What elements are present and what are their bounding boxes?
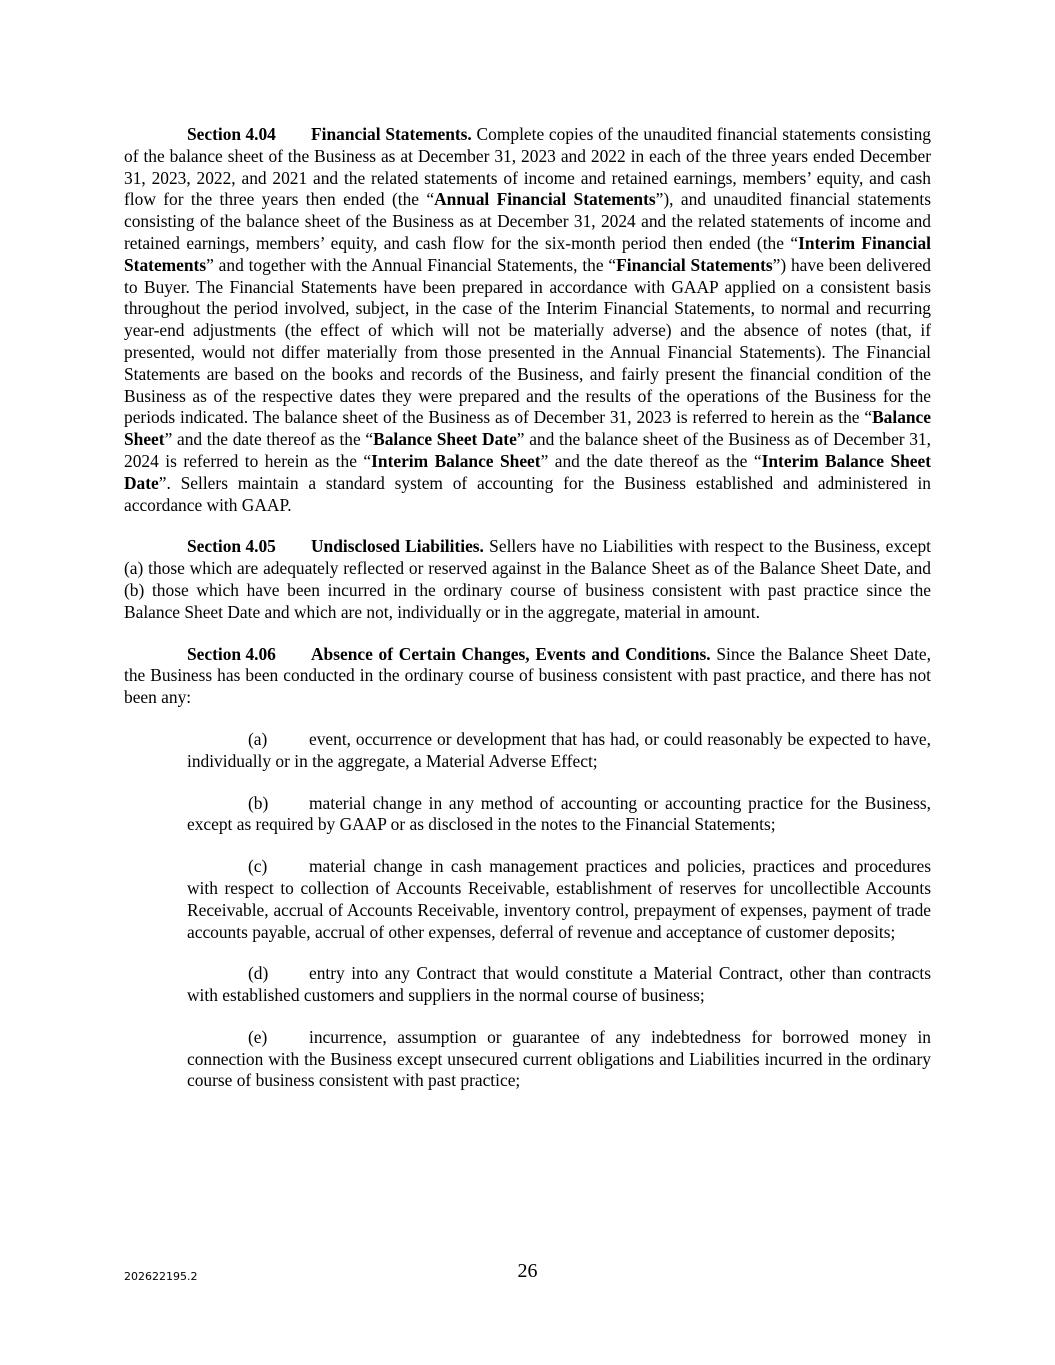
section-text: Sellers have no Liabilities with respect to the Business, except (a) those which are adequately reflected or reserved against in the Balance Sheet as of the Balance Sheet Date, and (b) those which have been incurred in the ordinary course of business consistent with past practice since the Balance Sheet Date and which are not, individually or in the aggregate, material in amount. [124, 536, 931, 622]
defined-term: Interim Financial Statements [124, 232, 931, 275]
defined-term: Financial Statements [616, 254, 773, 275]
section-number: Section 4.05 [187, 536, 276, 557]
item-label: (d) [248, 963, 269, 984]
section-title: Undisclosed Liabilities. [311, 536, 484, 557]
item-label: (c) [248, 856, 268, 877]
section-title: Absence of Certain Changes, Events and Conditions. [311, 643, 711, 664]
defined-term: Balance Sheet [124, 407, 931, 450]
section-title: Financial Statements. [311, 124, 472, 144]
section-text: ”. Sellers maintain a standard system of accounting for the Business established and administered in accordance with GAAP. [124, 472, 931, 515]
defined-term: Interim Balance Sheet [371, 450, 541, 471]
item-label: (b) [248, 792, 269, 813]
section-number: Section 4.06 [187, 643, 276, 664]
list-item-d [187, 963, 931, 1007]
item-text: incurrence, assumption or guarantee of any indebtedness for borrowed money in connection with the Business except unsecured current obligations and Liabilities incurred in the ordinary course of business consistent with past practice; [187, 1026, 931, 1091]
section-text: ” and together with the Annual Financial Statements, the “ [206, 254, 617, 275]
page-number: 26 [517, 1260, 538, 1282]
item-text: material change in any method of accounting or accounting practice for the Business, except as required by GAAP or as disclosed in the notes to the Financial Statements; [187, 792, 931, 835]
list-item-c [187, 856, 931, 943]
section-text: Complete copies of the unaudited financial statements consisting of the balance sheet of the Business as at December 31, 2023 and 2022 in each of the three years ended December 31, 2023, 2022, and 2021 and the related statements of income and retained earnings, members’ equity, and cash flow for the three years then ended (the “ [124, 124, 931, 210]
item-label: (e) [248, 1026, 268, 1047]
section-number: Section 4.04 [187, 124, 276, 144]
item-text: entry into any Contract that would constitute a Material Contract, other than contracts with established customers and suppliers in the normal course of business; [187, 963, 931, 1006]
section-text: ” and the balance sheet of the Business as of December 31, 2024 is referred to herein as the “ [124, 429, 932, 471]
section-4-05 [124, 536, 931, 623]
item-text: event, occurrence or development that has had, or could reasonably be expected to have, individually or in the aggregate, a Material Adverse Effect; [187, 728, 931, 771]
section-text: ”), and unaudited financial statements consisting of the balance sheet of the Business as at December 31, 2024 and the related statements of income and retained earnings, members’ equity, and cash flow for the six-month period then ended (the “ [124, 189, 931, 253]
item-text: material change in cash management practices and policies, practices and procedures with respect to collection of Accounts Receivable, establishment of reserves for uncollectible Accounts Receivable, accrual of Accounts Receivable, inventory control, prepayment of expenses, payment of trade accounts payable, accrual of other expenses, deferral of revenue and acceptance of customer deposits; [187, 856, 931, 942]
defined-term: Annual Financial Statements [434, 189, 656, 210]
defined-term: Interim Balance Sheet Date [124, 450, 932, 493]
section-text: ” and the date thereof as the “ [164, 429, 374, 450]
list-item-e [187, 1027, 931, 1092]
section-text: ” and the date thereof as the “ [540, 450, 762, 471]
section-4-06 [124, 644, 931, 709]
section-4-04 [124, 124, 931, 516]
item-label: (a) [248, 728, 268, 749]
list-item-a [187, 729, 931, 773]
defined-term: Balance Sheet Date [373, 429, 517, 450]
section-text: ”) have been delivered to Buyer. The Financial Statements have been prepared in accordance with GAAP applied on a consistent basis throughout the period involved, subject, in the case of the Interim Financial Statements, to normal and recurring year-end adjustments (the effect of which will not be materially adverse) and the absence of notes (that, if presented, would not differ materially from those presented in the Annual Financial Statements). The Financial Statements are based on the books and records of the Business, and fairly present the financial condition of the Business as of the respective dates they were prepared and the results of the operations of the Business for the periods indicated. The balance sheet of the Business as of December 31, 2023 is referred to herein as the “ [124, 254, 931, 428]
document-body [124, 124, 931, 1112]
section-text: Since the Balance Sheet Date, the Business has been conducted in the ordinary course of business consistent with past practice, and there has not been any: [124, 643, 931, 708]
document-id: 202622195.2 [124, 1270, 198, 1283]
list-item-b [187, 793, 931, 837]
